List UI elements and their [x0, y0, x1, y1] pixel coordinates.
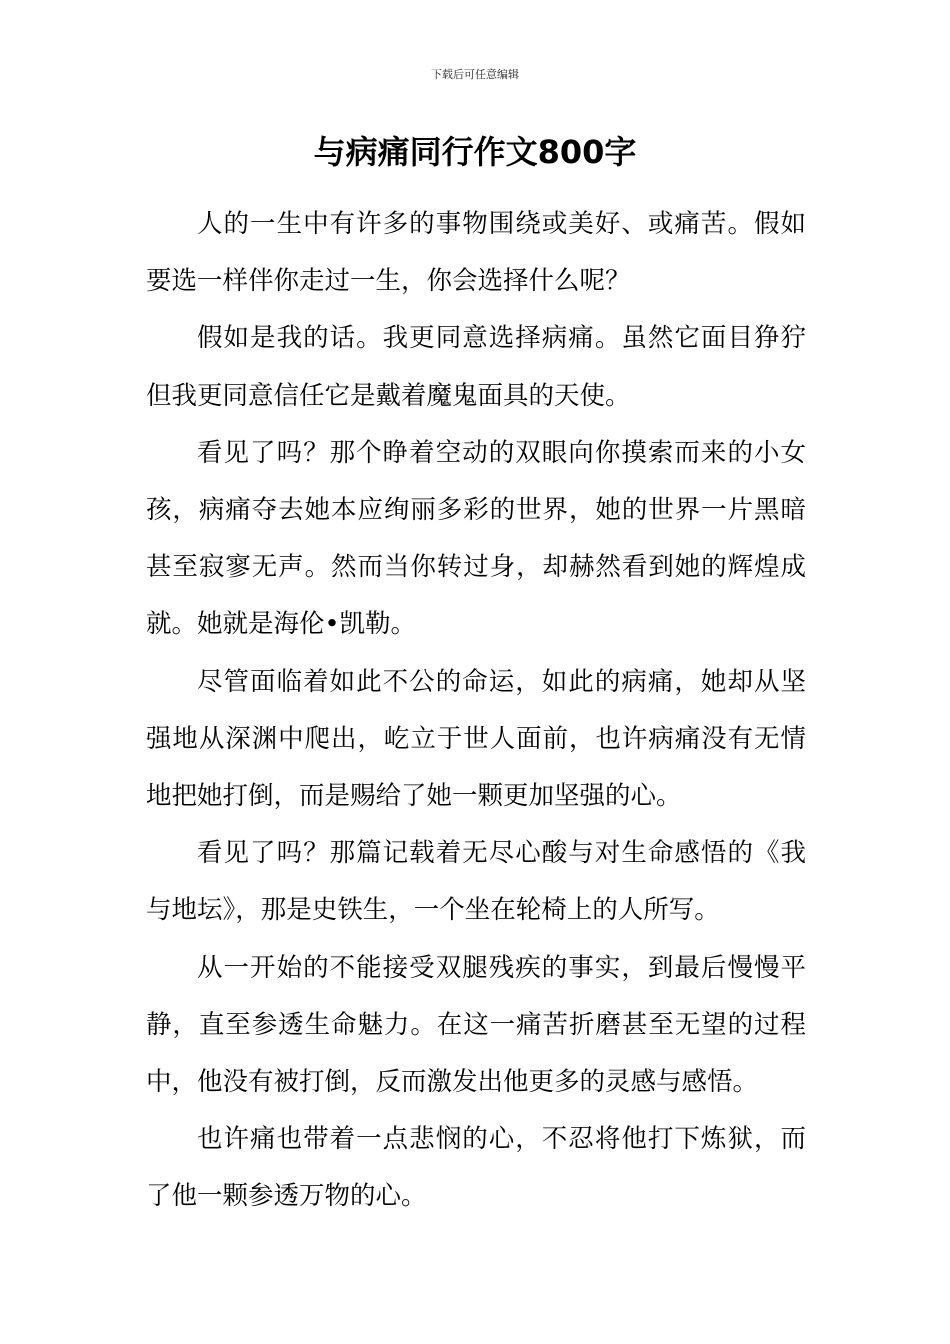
paragraph: 看见了吗？那篇记载着无尽心酸与对生命感悟的《我与地坛》，那是史铁生，一个坐在轮椅上的人所写。: [146, 838, 806, 926]
paragraph: 假如是我的话。我更同意选择病痛。虽然它面目狰狞但我更同意信任它是戴着魔鬼面具的天使。: [146, 323, 806, 411]
paragraph: 从一开始的不能接受双腿残疾的事实，到最后慢慢平静，直至参透生命魅力。在这一痛苦折磨甚至无望的过程中，他没有被打倒，反而激发出他更多的灵感与感悟。: [146, 952, 806, 1098]
paragraph: 也许痛也带着一点悲悯的心，不忍将他打下炼狱，而了他一颗参透万物的心。: [146, 1124, 806, 1212]
document-title: 与病痛同行作文800字: [313, 133, 637, 171]
document-body: [146, 196, 806, 1226]
paragraph: 看见了吗？那个睁着空动的双眼向你摸索而来的小女孩，病痛夺去她本应绚丽多彩的世界，她的世界一片黑暗甚至寂寥无声。然而当你转过身，却赫然看到她的辉煌成就。她就是海伦•凯勒。: [146, 437, 806, 640]
paragraph: 人的一生中有许多的事物围绕或美好、或痛苦。假如要选一样伴你走过一生，你会选择什么呢？: [146, 209, 806, 297]
header-note: 下载后可任意编辑: [431, 68, 519, 81]
paragraph: 尽管面临着如此不公的命运，如此的病痛，她却从坚强地从深渊中爬出，屹立于世人面前，也许病痛没有无情地把她打倒，而是赐给了她一颗更加坚强的心。: [146, 666, 806, 812]
